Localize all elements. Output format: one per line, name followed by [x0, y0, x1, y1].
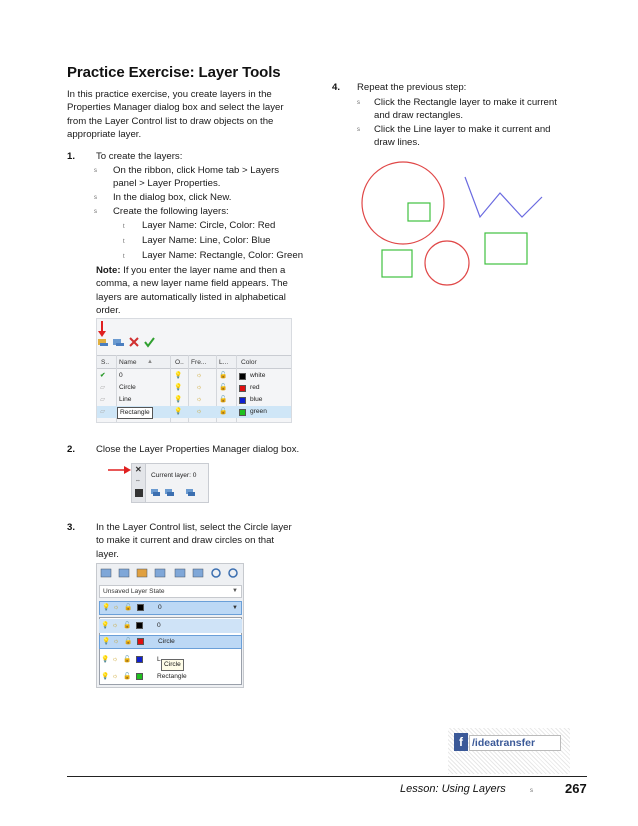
color-swatch [136, 673, 143, 680]
layer-tools-toolbar [99, 566, 242, 582]
toolbar-icons [97, 319, 292, 353]
layer-item-name: L [157, 656, 161, 663]
layer-state-dropdown[interactable] [99, 585, 242, 598]
footer-lesson: Lesson: Using Layers [400, 783, 506, 795]
bullet-icon: s [357, 127, 360, 133]
set-current-icon [145, 338, 154, 346]
freeze-header[interactable]: Fre... [191, 359, 207, 366]
footer-rule [67, 776, 587, 777]
layer-dropdown-selected[interactable] [99, 601, 242, 615]
color-swatch [137, 604, 144, 611]
note-line: layers are automatically listed in alphabetical [96, 291, 286, 303]
polyline-lines [465, 177, 542, 217]
layer-icon [151, 489, 160, 496]
step-3-number: 3. [67, 522, 76, 533]
layer-state-value: Unsaved Layer State [103, 588, 165, 595]
page-number: 267 [565, 781, 587, 796]
intro-line: appropriate layer. [67, 129, 142, 141]
unlock-icon: 🔓 [124, 638, 133, 645]
red-arrow-icon [98, 321, 106, 337]
lightbulb-icon[interactable]: 💡 [174, 384, 183, 391]
unlock-icon[interactable]: 🔓 [219, 384, 228, 391]
step-2-text: Close the Layer Properties Manager dialog box. [96, 444, 300, 455]
step-3-line: to make it current and draw circles on that [96, 535, 275, 547]
unlock-icon: 🔓 [123, 622, 132, 629]
layer-list-item-circle[interactable] [99, 635, 242, 649]
layer-icon [165, 489, 174, 496]
note-line: If you enter the layer name and then a [120, 265, 286, 276]
pin-icon[interactable]: ⇔ [135, 478, 141, 484]
lock-header[interactable]: L... [219, 359, 229, 366]
small-circle [425, 241, 469, 285]
lightbulb-icon: 💡 [101, 673, 110, 680]
layer-status-icon: ▱ [100, 408, 106, 415]
facebook-icon[interactable]: f [454, 733, 468, 751]
layer-tool-icon [193, 569, 203, 577]
current-check-icon: ✔ [100, 372, 106, 379]
color-name: red [250, 384, 260, 391]
layer-row-circle[interactable] [97, 382, 291, 394]
color-swatch[interactable] [239, 397, 246, 404]
color-swatch [136, 622, 143, 629]
bullet-icon: s [94, 168, 97, 174]
panel-toolbar-icons [150, 487, 206, 499]
layer-tool-icon [155, 569, 165, 577]
on-header[interactable]: O.. [175, 359, 184, 366]
layer-item-name: Circle [158, 638, 175, 645]
new-layer-icon [98, 339, 108, 346]
page-title: Practice Exercise: Layer Tools [67, 64, 281, 81]
bullet-icon: s [94, 209, 97, 215]
sun-icon[interactable]: ☼ [196, 384, 203, 391]
layer-name: 0 [119, 372, 123, 379]
close-icon[interactable]: ✕ [135, 465, 142, 474]
footer-bullet: s [530, 788, 533, 794]
ideatransfer-link[interactable]: /ideatransfer [469, 735, 561, 751]
layer-tool-icon [212, 569, 220, 577]
bullet-line: Click the Rectangle layer to make it current [374, 97, 557, 108]
step-1-bullet-1 [113, 164, 279, 191]
lightbulb-icon: 💡 [102, 604, 111, 611]
large-circle [362, 162, 444, 244]
layer-item-name: Rectangle [157, 673, 187, 680]
layer-table-header [97, 355, 291, 369]
sub-bullet-icon: t [123, 254, 125, 260]
delete-layer-icon [130, 338, 138, 346]
note-block [96, 264, 326, 318]
layer-status-icon: ▱ [100, 384, 106, 391]
intro-line: Properties Manager dialog box and select the layer [67, 102, 284, 114]
unlock-icon: 🔓 [123, 673, 132, 680]
sub-bullet-rectangle: Layer Name: Rectangle, Color: Green [142, 250, 304, 261]
sun-icon[interactable]: ☼ [196, 372, 203, 379]
sub-bullet-line: Layer Name: Line, Color: Blue [142, 235, 271, 246]
step-1-bullet-2: In the dialog box, click New. [113, 192, 232, 203]
layer-name: Line [119, 396, 132, 403]
step-1-number: 1. [67, 151, 76, 162]
note-line: order. [96, 305, 121, 317]
color-swatch [137, 638, 144, 645]
drawing-illustration [360, 155, 560, 295]
layer-status-icon: ▱ [100, 396, 106, 403]
bullet-line: Click the Line layer to make it current and [374, 124, 551, 135]
layer-list-item-rectangle[interactable] [99, 670, 242, 684]
layer-properties-screenshot [96, 318, 292, 423]
step-3-line: layer. [96, 548, 119, 560]
step-4-bullet-2 [374, 123, 551, 150]
rectangle-left [382, 250, 412, 277]
current-layer-label: Current layer: 0 [151, 472, 197, 479]
layer-row-rectangle[interactable] [97, 406, 291, 418]
sub-bullet-circle: Layer Name: Circle, Color: Red [142, 220, 276, 231]
layer-tool-icon [229, 569, 237, 577]
lightbulb-icon: 💡 [101, 622, 110, 629]
lightbulb-icon: 💡 [101, 656, 110, 663]
menu-icon[interactable] [135, 489, 143, 497]
tooltip: Circle [161, 659, 184, 671]
sort-icon: ▲ [147, 359, 153, 365]
chevron-down-icon[interactable]: ▼ [232, 605, 238, 611]
layer-row-line[interactable] [97, 394, 291, 406]
intro-line: from the Layer Control list to draw objects on the [67, 115, 274, 127]
color-swatch[interactable] [239, 385, 246, 392]
step-3-line: In the Layer Control list, select the Circle layer [96, 522, 292, 533]
status-header[interactable]: S.. [101, 359, 110, 366]
unlock-icon[interactable]: 🔓 [219, 372, 228, 379]
color-name: white [250, 372, 266, 379]
layer-control-screenshot [96, 563, 244, 688]
panel-side-strip [132, 464, 146, 502]
bullet-icon: s [94, 195, 97, 201]
sun-icon[interactable]: ☼ [196, 396, 203, 403]
step-4-number: 4. [332, 82, 341, 93]
rectangle-right [485, 233, 527, 264]
bullet-line: On the ribbon, click Home tab > Layers [113, 165, 280, 176]
unlock-icon[interactable]: 🔓 [219, 396, 228, 403]
color-name: blue [250, 396, 263, 403]
intro-line: In this practice exercise, you create layers in the [67, 89, 272, 100]
sun-icon: ☼ [112, 622, 119, 629]
bullet-line: and draw rectangles. [374, 110, 464, 122]
lightbulb-icon[interactable]: 💡 [174, 408, 183, 415]
lightbulb-icon: 💡 [102, 638, 111, 645]
sub-bullet-icon: t [123, 224, 125, 230]
bullet-line: panel > Layer Properties. [113, 178, 221, 190]
new-layer-vp-icon [113, 339, 124, 346]
sun-icon: ☼ [112, 673, 119, 680]
color-header[interactable]: Color [241, 359, 257, 366]
lightbulb-icon[interactable]: 💡 [174, 396, 183, 403]
bullet-icon: s [357, 100, 360, 106]
bullet-line: draw lines. [374, 137, 420, 149]
step-2-number: 2. [67, 444, 76, 455]
unlock-icon[interactable]: 🔓 [219, 408, 228, 415]
sub-bullet-icon: t [123, 239, 125, 245]
sun-icon: ☼ [113, 604, 120, 611]
note-line: comma, a new layer name field appears. The [96, 278, 288, 290]
layer-name-edit[interactable]: Rectangle [117, 407, 153, 419]
layer-item-name: 0 [157, 622, 161, 629]
intro-paragraph [67, 88, 317, 142]
layer-tool-icon [137, 569, 147, 577]
layer-icon [186, 489, 195, 496]
sun-icon: ☼ [112, 656, 119, 663]
name-header[interactable]: Name [119, 359, 137, 366]
small-rectangle [408, 203, 430, 221]
color-swatch[interactable] [239, 409, 246, 416]
current-layer-panel [131, 463, 209, 503]
red-arrow-icon [108, 465, 132, 475]
color-swatch[interactable] [239, 373, 246, 380]
step-4-label: Repeat the previous step: [357, 82, 467, 93]
step-1-label: To create the layers: [96, 151, 183, 162]
layer-row-0[interactable] [97, 370, 291, 382]
unlock-icon: 🔓 [123, 656, 132, 663]
sun-icon[interactable]: ☼ [196, 408, 203, 415]
layer-toolbar [97, 319, 291, 353]
step-1-bullet-3: Create the following layers: [113, 206, 229, 217]
step-3-text [96, 521, 326, 561]
layer-name: Circle [119, 384, 136, 391]
layer-tool-icon [101, 569, 111, 577]
unlock-icon: 🔓 [124, 604, 133, 611]
chevron-down-icon[interactable]: ▼ [232, 588, 238, 594]
layer-tool-icon [119, 569, 129, 577]
color-name: green [250, 408, 267, 415]
step-4-bullet-1 [374, 96, 557, 123]
lightbulb-icon[interactable]: 💡 [174, 372, 183, 379]
layer-tool-icon [175, 569, 185, 577]
layer-list-item-0[interactable] [99, 619, 242, 633]
color-swatch [136, 656, 143, 663]
selected-layer-name: 0 [158, 604, 162, 611]
note-label: Note: [96, 265, 121, 276]
sun-icon: ☼ [113, 638, 120, 645]
